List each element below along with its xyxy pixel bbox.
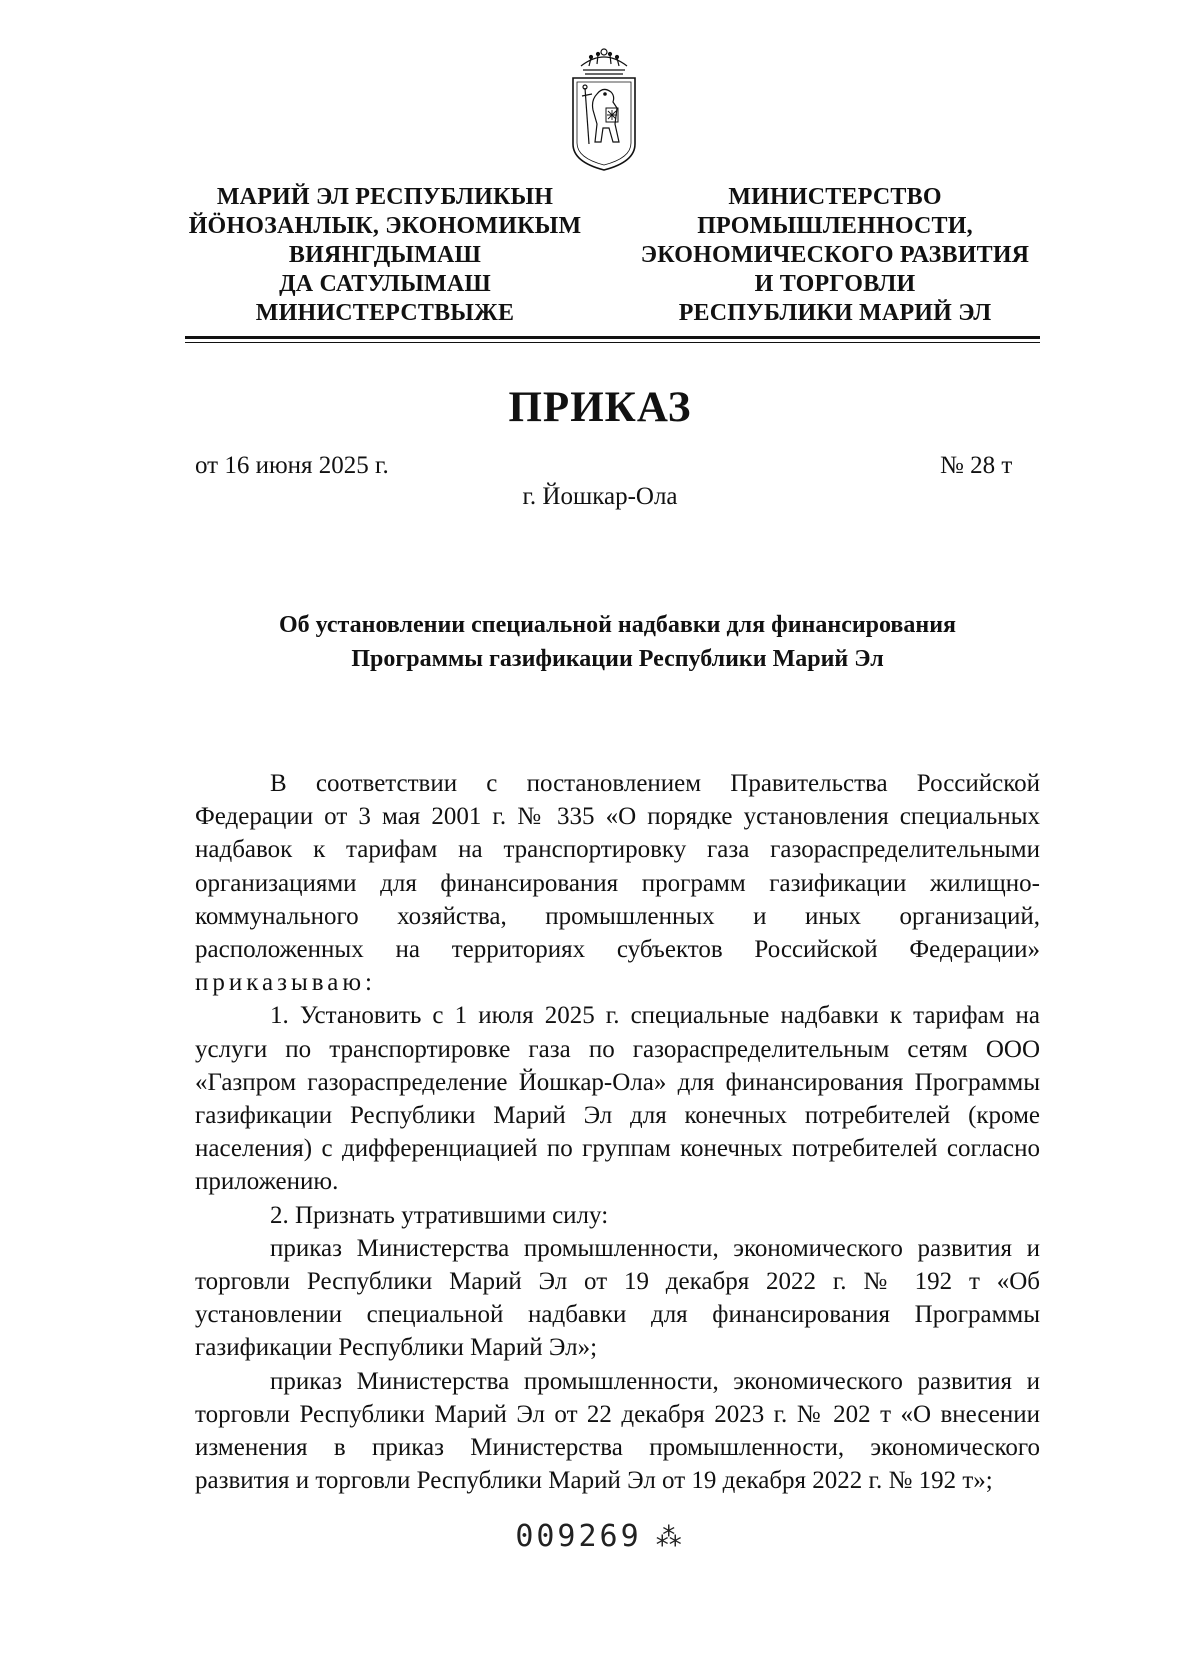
document-title: ПРИКАЗ: [508, 384, 692, 431]
document-date: от 16 июня 2025 г.: [195, 452, 389, 479]
header-right-line: РЕСПУБЛИКИ МАРИЙ ЭЛ: [678, 300, 992, 326]
serial-number: 009269: [515, 1519, 642, 1554]
form-serial-number: [0, 1519, 1200, 1554]
header-left-line: МАРИЙ ЭЛ РЕСПУБЛИКЫН: [216, 184, 554, 210]
document-body: [195, 767, 1040, 1497]
header-divider: [185, 336, 1040, 344]
header-left-line: ЙӦНОЗАНЛЫК, ЭКОНОМИКЫМ: [188, 213, 582, 239]
subject-line: Об установлении специальной надбавки для финансирования: [278, 612, 957, 638]
header-left-block: [175, 183, 595, 328]
item-1-paragraph: 1. Установить с 1 июля 2025 г. специальные надбавки к тарифам на услуги по транспортировке газа по газораспределительным сетям ООО «Газпром газораспределение Йошкар-Ола» для финансирования Программы газификации Республики Марий Эл для конечных потребителей (кроме населения) с дифференциацией по группам конечных потребителей согласно приложению.: [195, 1002, 1040, 1196]
header-right-block: [630, 183, 1040, 328]
header-left-line: МИНИСТЕРСТВЫЖЕ: [255, 300, 515, 326]
header-right-line: ЭКОНОМИЧЕСКОГО РАЗВИТИЯ: [640, 242, 1030, 268]
header-left-line: ВИЯНГДЫМАШ: [288, 242, 482, 268]
intro-paragraph: [195, 767, 1040, 999]
divider-thin-line: [185, 342, 1040, 343]
item-2-paragraph: 2. Признать утратившими силу:: [270, 1201, 609, 1229]
intro-text: В соответствии с постановлением Правительства Российской Федерации от 3 мая 2001 г. № 335 «О порядке установления специальных надбавок к тарифам на транспортировку газа газораспределительными организациями для финансирования программ газификации жилищно-коммунального хозяйства, промышленных и иных организаций, расположенных на территориях субъектов Российской Федерации»: [195, 770, 1040, 964]
document-city: г. Йошкар-Ола: [522, 483, 678, 510]
header-right-line: И ТОРГОВЛИ: [754, 271, 916, 297]
document-number: № 28 т: [940, 452, 1013, 479]
header-right-line: МИНИСТЕРСТВО: [728, 184, 942, 210]
item-2b-paragraph: приказ Министерства промышленности, экономического развития и торговли Республики Марий Эл от 22 декабря 2023 г. № 202 т «О внесении изменения в приказ Министерства промышленности, экономического развития и торговли Республики Марий Эл от 19 декабря 2022 г. № 192 т»;: [195, 1367, 1040, 1495]
order-word: приказываю:: [195, 969, 376, 997]
divider-thick-line: [185, 336, 1040, 339]
document-subject: [195, 608, 1040, 676]
subject-line: Программы газификации Республики Марий Эл: [351, 646, 884, 672]
item-2a-paragraph: приказ Министерства промышленности, экономического развития и торговли Республики Марий Эл от 19 декабря 2022 г. № 192 т «Об установлении специальной надбавки для финансирования Программы газификации Республики Марий Эл»;: [195, 1234, 1040, 1362]
header-left-line: ДА САТУЛЫМАШ: [279, 271, 491, 297]
serial-asterism-icon: ⁂: [655, 1523, 685, 1553]
header-right-line: ПРОМЫШЛЕННОСТИ,: [697, 213, 973, 239]
coat-of-arms-icon: [559, 44, 649, 174]
